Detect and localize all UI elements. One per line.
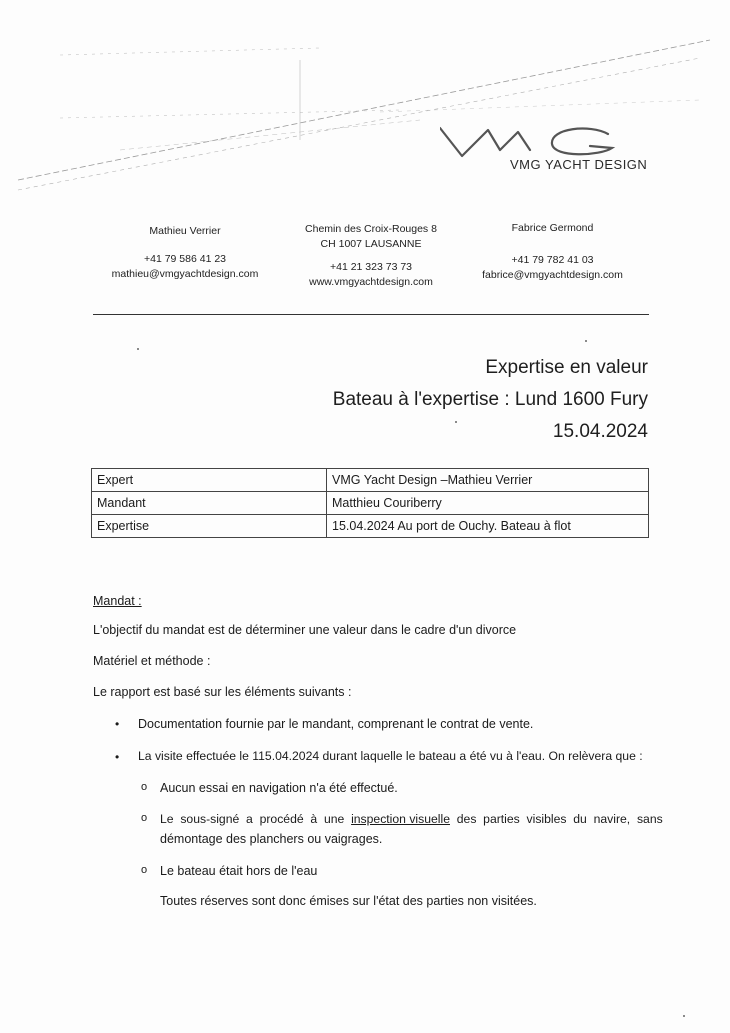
title-line-1: Expertise en valeur <box>485 357 648 378</box>
sub-bullet-item: Aucun essai en navigation n'a été effectué. <box>160 781 398 795</box>
contact-email: fabrice@vmgyachtdesign.com <box>482 269 623 281</box>
contact-email: mathieu@vmgyachtdesign.com <box>111 268 259 280</box>
info-table <box>91 468 649 538</box>
table-label: Expert <box>92 469 327 492</box>
title-date: 15.04.2024 <box>552 421 648 442</box>
contact-phone: +41 79 586 41 23 <box>143 253 227 265</box>
scan-speck <box>585 340 587 342</box>
bullet-dot-icon: • <box>115 750 120 764</box>
scan-speck <box>683 1015 685 1017</box>
table-value: VMG Yacht Design –Mathieu Verrier <box>327 469 649 492</box>
closing-note: Toutes réserves sont donc émises sur l'état des parties non visitées. <box>160 894 537 908</box>
contact-website: www.vmgyachtdesign.com <box>309 276 433 288</box>
address-line-1: Chemin des Croix-Rouges 8 <box>305 223 437 235</box>
table-label: Mandant <box>92 492 327 515</box>
sub-bullet-item <box>160 812 663 826</box>
table-row <box>92 492 649 515</box>
contact-name: Mathieu Verrier <box>149 225 221 237</box>
objective-paragraph: L'objectif du mandat est de déterminer une valeur dans le cadre d'un divorce <box>93 623 517 637</box>
contact-center <box>286 222 456 290</box>
sub-bullet-text: Le sous-signé a procédé à une <box>160 812 352 826</box>
table-label: Expertise <box>92 515 327 538</box>
contact-phone: +41 21 323 73 73 <box>329 261 413 273</box>
sub-bullet-circle-icon: o <box>141 864 148 876</box>
table-row <box>92 515 649 538</box>
sub-bullet-circle-icon: o <box>141 812 148 824</box>
bullet-item: Documentation fournie par le mandant, comprenant le contrat de vente. <box>138 717 534 731</box>
title-line-2: Bateau à l'expertise : Lund 1600 Fury <box>332 389 648 410</box>
logo-wordmark: VMG YACHT DESIGN <box>510 157 648 172</box>
contact-phone: +41 79 782 41 03 <box>511 254 594 266</box>
scan-speck <box>137 348 139 350</box>
sub-bullet-circle-icon: o <box>141 781 148 793</box>
document-title <box>333 352 648 448</box>
contact-name: Fabrice Germond <box>511 222 594 234</box>
contact-left <box>100 224 270 282</box>
sub-bullet-item: Le bateau était hors de l'eau <box>160 864 318 878</box>
mandat-heading: Mandat : <box>93 594 142 608</box>
bullet-item: La visite effectuée le 115.04.2024 durant laquelle le bateau a été vu à l'eau. On relèvera que : <box>138 749 643 763</box>
table-value: Matthieu Couriberry <box>327 492 649 515</box>
method-heading: Matériel et méthode : <box>93 654 211 668</box>
underlined-term: inspection visuelle <box>351 812 450 826</box>
header-divider <box>93 314 649 315</box>
address-line-2: CH 1007 LAUSANNE <box>320 238 422 250</box>
bullet-dot-icon: • <box>115 717 120 731</box>
table-value: 15.04.2024 Au port de Ouchy. Bateau à flot <box>327 515 649 538</box>
sub-bullet-text: des parties visibles du navire, sans <box>449 812 663 826</box>
report-intro: Le rapport est basé sur les éléments suivants : <box>93 685 352 699</box>
contact-right <box>470 221 635 283</box>
sub-bullet-continuation: démontage des planchers ou vaigrages. <box>160 832 383 846</box>
table-row <box>92 469 649 492</box>
scan-speck <box>455 421 457 423</box>
